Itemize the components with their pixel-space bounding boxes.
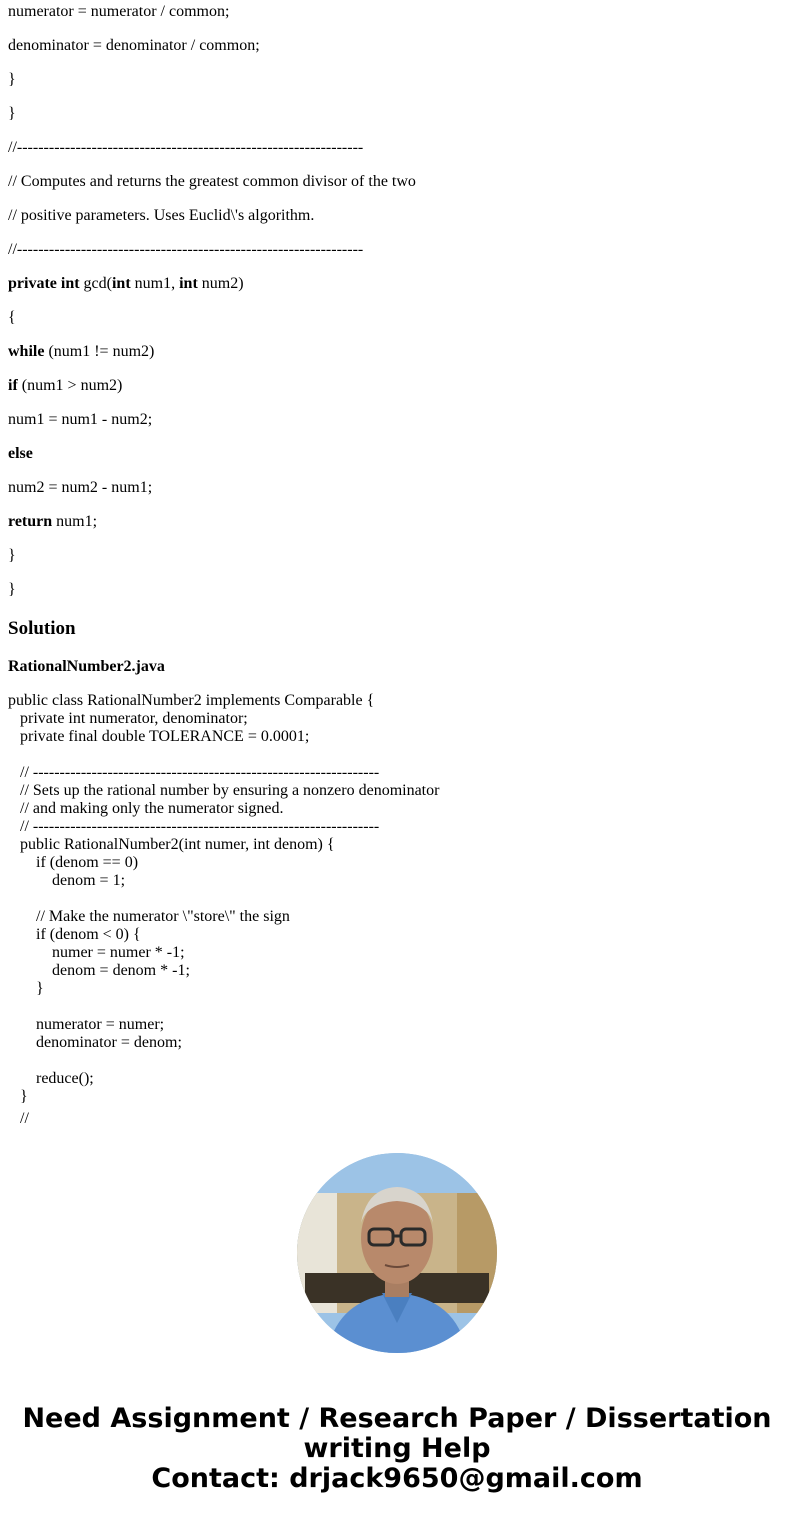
code-text: gcd( xyxy=(79,275,112,292)
keyword: return xyxy=(8,513,53,530)
comment-line: //----------------------------------------------------------------- xyxy=(8,139,364,156)
code-text: (num1 > num2) xyxy=(17,377,123,394)
keyword: private int xyxy=(8,275,80,292)
code-text: num1; xyxy=(52,513,98,530)
code-line xyxy=(8,377,122,395)
code-text: num2) xyxy=(197,275,244,292)
code-line xyxy=(8,343,154,361)
code-line: } xyxy=(8,581,16,598)
promo-line: Need Assignment / Research Paper / Dissertation xyxy=(22,1403,772,1434)
comment-line: //----------------------------------------------------------------- xyxy=(8,241,364,258)
file-name-heading: RationalNumber2.java xyxy=(8,658,165,675)
keyword: else xyxy=(8,445,33,462)
keyword: int xyxy=(179,275,198,292)
promo-line: writing Help xyxy=(303,1433,491,1464)
comment-line: // positive parameters. Uses Euclid\'s algorithm. xyxy=(8,207,315,224)
code-text: num1, xyxy=(130,275,180,292)
promo-contact: Contact: drjack9650@gmail.com xyxy=(151,1463,643,1494)
promo-banner xyxy=(0,1404,794,1494)
code-line: denominator = denominator / common; xyxy=(8,37,260,54)
code-line: numerator = numerator / common; xyxy=(8,3,230,20)
method-signature xyxy=(8,275,244,293)
code-line: { xyxy=(8,309,16,326)
person-portrait-icon xyxy=(297,1153,497,1353)
code-line xyxy=(8,513,97,531)
code-text: (num1 != num2) xyxy=(44,343,155,360)
keyword: if xyxy=(8,377,18,394)
keyword: while xyxy=(8,343,45,360)
code-line: } xyxy=(8,547,16,564)
comment-line: // Computes and returns the greatest common divisor of the two xyxy=(8,173,416,190)
code-line: } xyxy=(8,105,16,122)
keyword: int xyxy=(111,275,131,292)
code-line: } xyxy=(8,71,16,88)
solution-code-block: public class RationalNumber2 implements Comparable { private int numerator, denominator; private final double TOLERANCE = 0.0001; // ----------------------------------------------------------------- // Sets up the rational number by ensuring a nonzero denominator // and making only the numerator signed. // ----------------------------------------------------------------- public RationalNumber2(int numer, int denom) { if (denom == 0) denom = 1; // Make the numerator \"store\" the sign if (denom < 0) { numer = numer * -1; denom = denom * -1; } numerator = numer; denominator = denom; reduce(); } xyxy=(8,692,440,1105)
code-line: num1 = num1 - num2; xyxy=(8,411,153,428)
solution-heading: Solution xyxy=(8,618,76,639)
code-line xyxy=(8,445,33,463)
author-avatar xyxy=(297,1153,497,1353)
code-line: num2 = num2 - num1; xyxy=(8,479,153,496)
cut-off-comment: // xyxy=(20,1110,29,1127)
